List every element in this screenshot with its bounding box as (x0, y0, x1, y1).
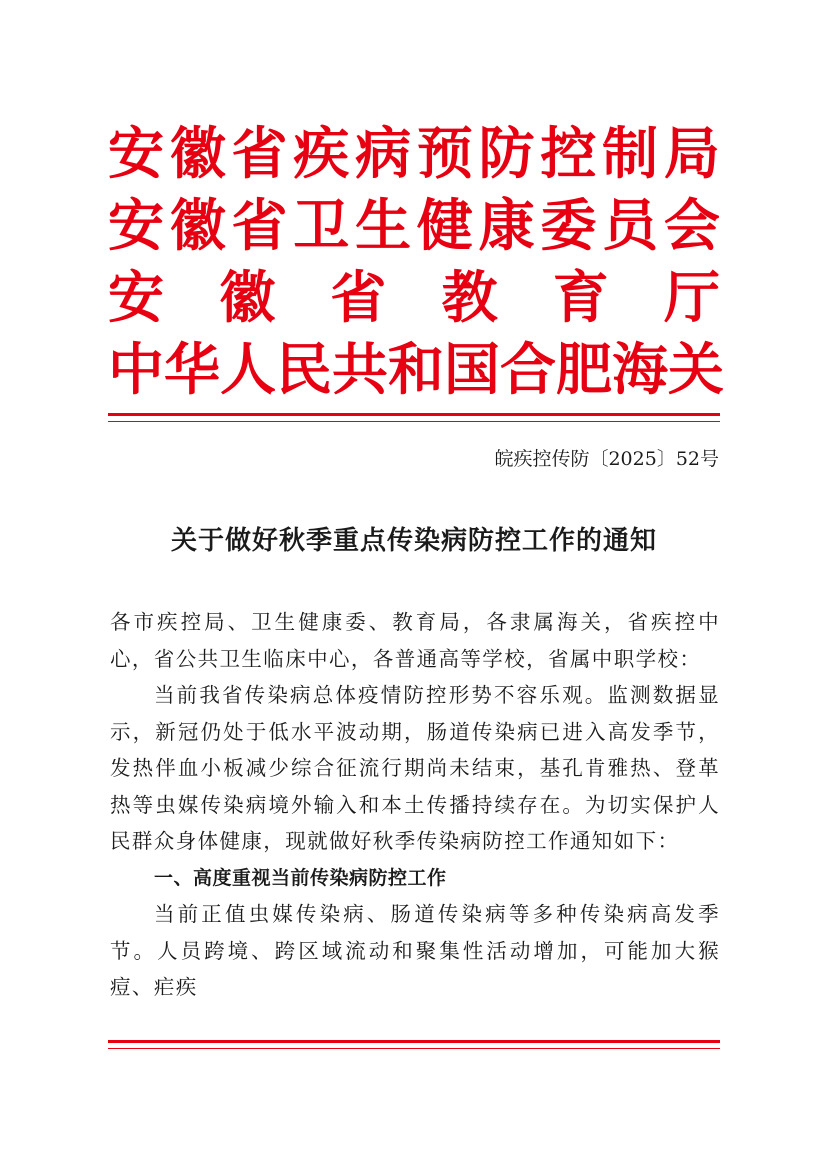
issuer-char: 人 (220, 337, 276, 403)
issuer-char: 和 (388, 337, 444, 403)
issuer-char: 肥 (556, 337, 612, 403)
section-heading: 一、高度重视当前传染病防控工作 (154, 866, 447, 889)
issuer-char: 员 (602, 193, 659, 259)
document-body (110, 604, 720, 1006)
issuer-line (108, 118, 720, 190)
issuer-char: 省 (231, 193, 288, 259)
recipients: 各市疾控局、卫生健康委、教育局，各隶属海关，省疾控中心，省公共卫生临床中心，各普通高等学校，省属中职学校： (110, 610, 720, 671)
issuer-char: 徽 (219, 265, 276, 331)
issuer-line (108, 190, 720, 262)
issuer-char: 制 (602, 121, 659, 187)
issuer-char: 生 (355, 193, 412, 259)
issuer-char: 健 (416, 193, 473, 259)
footer-rule-thin (108, 1048, 720, 1049)
issuer-char: 中 (108, 337, 164, 403)
issuer-char: 局 (663, 121, 720, 187)
header-rule-thick (108, 413, 720, 416)
issuer-char: 安 (108, 265, 164, 331)
issuer-char: 康 (478, 193, 535, 259)
body-paragraph: 当前我省传染病总体疫情防控形势不容乐观。监测数据显示，新冠仍处于低水平波动期，肠道传染病已进入高发季节，发热伴血小板减少综合征流行期尚未结束，基孔肯雅热、登革热等虫媒传染病境外输入和本土传播持续存在。为切实保护人民群众身体健康，现就做好秋季传染病防控工作通知如下： (110, 683, 720, 853)
issuer-char: 安 (108, 193, 164, 259)
issuer-line (108, 334, 724, 406)
issuer-char: 徽 (169, 121, 226, 187)
issuer-char: 安 (108, 121, 164, 187)
issuer-char: 病 (355, 121, 412, 187)
issuer-char: 合 (500, 337, 556, 403)
body-paragraph: 当前正值虫媒传染病、肠道传染病等多种传染病高发季节。人员跨境、跨区域流动和聚集性活动增加，可能加大猴痘、疟疾 (110, 902, 720, 999)
issuer-char: 育 (552, 265, 609, 331)
issuer-char: 海 (612, 337, 668, 403)
issuer-char: 疾 (293, 121, 350, 187)
document-number: 皖疾控传防〔2025〕52号 (494, 448, 719, 470)
issuer-block (108, 118, 724, 406)
issuer-char: 教 (441, 265, 498, 331)
footer-rule-thick (108, 1040, 720, 1043)
issuer-char: 徽 (169, 193, 226, 259)
issuer-char: 省 (231, 121, 288, 187)
document-title: 关于做好秋季重点传染病防控工作的通知 (170, 526, 657, 556)
issuer-char: 卫 (293, 193, 350, 259)
issuer-char: 控 (540, 121, 597, 187)
header-rule-thin (108, 421, 720, 422)
issuer-char: 厅 (663, 265, 720, 331)
issuer-char: 预 (416, 121, 473, 187)
issuer-line (108, 262, 720, 334)
issuer-char: 省 (330, 265, 387, 331)
issuer-char: 防 (478, 121, 535, 187)
issuer-char: 会 (663, 193, 720, 259)
issuer-char: 关 (668, 337, 724, 403)
issuer-char: 国 (444, 337, 500, 403)
issuer-char: 民 (276, 337, 332, 403)
issuer-char: 委 (540, 193, 597, 259)
issuer-char: 共 (332, 337, 388, 403)
issuer-char: 华 (164, 337, 220, 403)
